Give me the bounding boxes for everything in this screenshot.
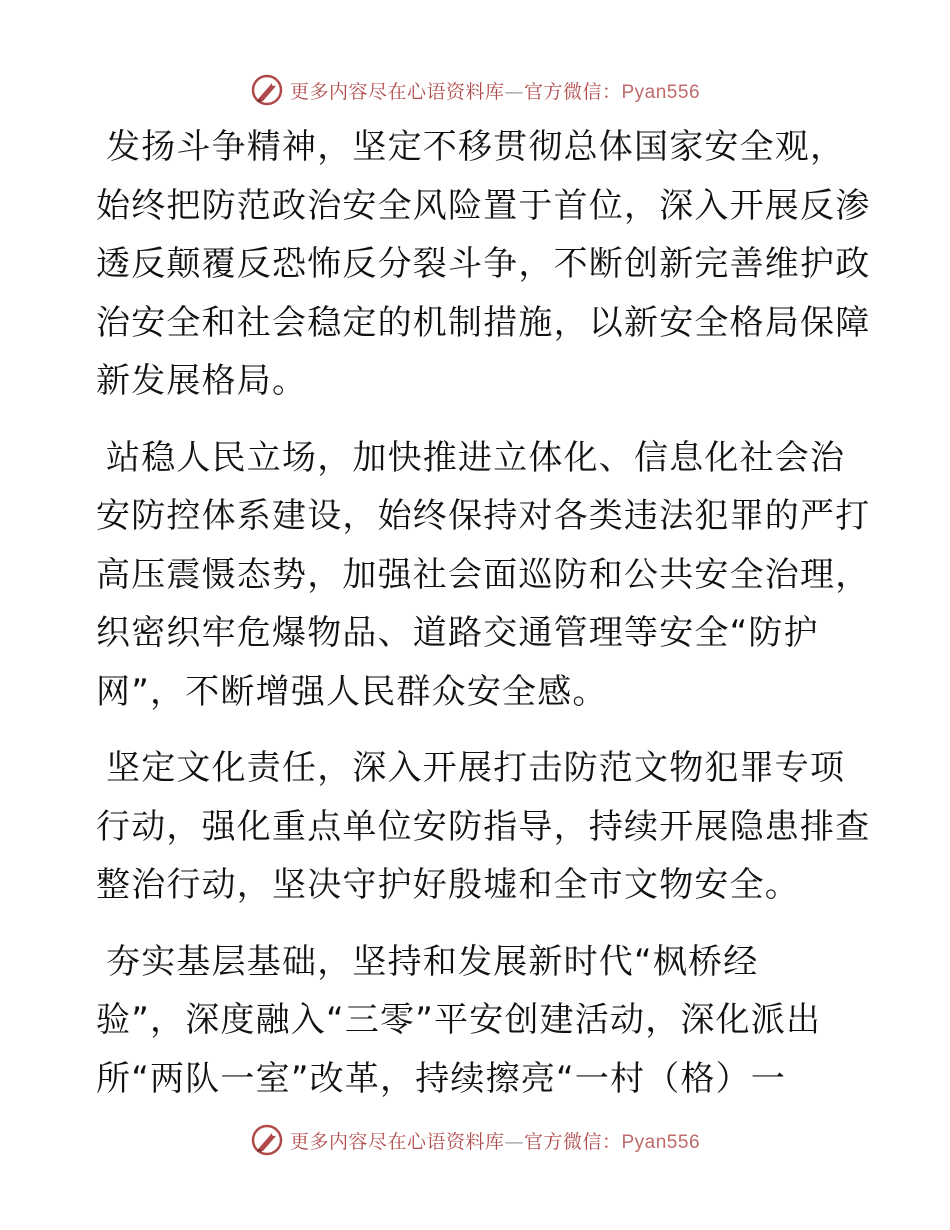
text-line: 行动，强化重点单位安防指导，持续开展隐患排查 xyxy=(96,806,871,847)
text-line: 夯实基层基础，坚持和发展新时代“枫桥经 xyxy=(106,941,759,982)
text-line: 织密织牢危爆物品、道路交通管理等安全“防护 xyxy=(96,613,819,653)
text-line: 透反颠覆反恐怖反分裂斗争，不断创新完善维护政 xyxy=(96,244,871,284)
paragraph-3 xyxy=(96,739,871,915)
pen-logo-icon xyxy=(250,73,284,107)
watermark-label: 官方微信： xyxy=(523,80,622,103)
watermark-text: 更多内容尽在心语资料库 xyxy=(289,80,505,103)
watermark-id: Pyan556 xyxy=(621,1131,701,1153)
text-line: 站稳人民立场，加快推进立体化、信息化社会治 xyxy=(106,437,846,478)
text-line: 治安全和社会稳定的机制措施，以新安全格局保障 xyxy=(96,302,871,343)
watermark-separator: — xyxy=(504,1130,524,1153)
watermark-separator: — xyxy=(504,80,524,103)
text-line: 高压震慑态势，加强社会面巡防和公共安全治理， xyxy=(96,554,871,595)
watermark-label: 官方微信： xyxy=(523,1130,622,1153)
watermark-text: 更多内容尽在心语资料库 xyxy=(289,1130,505,1153)
footer-watermark xyxy=(0,1120,950,1160)
pen-logo-icon xyxy=(250,1123,284,1157)
watermark-id: Pyan556 xyxy=(621,81,701,103)
header-watermark xyxy=(0,70,950,110)
document-body xyxy=(96,118,871,1126)
text-line: 新发展格局。 xyxy=(96,361,308,401)
text-line: 网”，不断增强人民群众安全感。 xyxy=(96,671,608,712)
text-line: 整治行动，坚决守护好殷墟和全市文物安全。 xyxy=(96,865,800,905)
paragraph-1 xyxy=(96,118,871,411)
paragraph-4 xyxy=(96,933,856,1109)
text-line: 安防控体系建设，始终保持对各类违法犯罪的严打 xyxy=(96,496,871,536)
text-line: 所“两队一室”改革，持续擦亮“一村（格）一 xyxy=(96,1058,787,1099)
text-line: 发扬斗争精神，坚定不移贯彻总体国家安全观， xyxy=(106,127,846,167)
text-line: 坚定文化责任，深入开展打击防范文物犯罪专项 xyxy=(106,748,846,788)
paragraph-2 xyxy=(96,429,871,722)
text-line: 始终把防范政治安全风险置于首位，深入开展反渗 xyxy=(96,185,871,226)
text-line: 验”，深度融入“三零”平安创建活动，深化派出 xyxy=(96,1000,822,1040)
